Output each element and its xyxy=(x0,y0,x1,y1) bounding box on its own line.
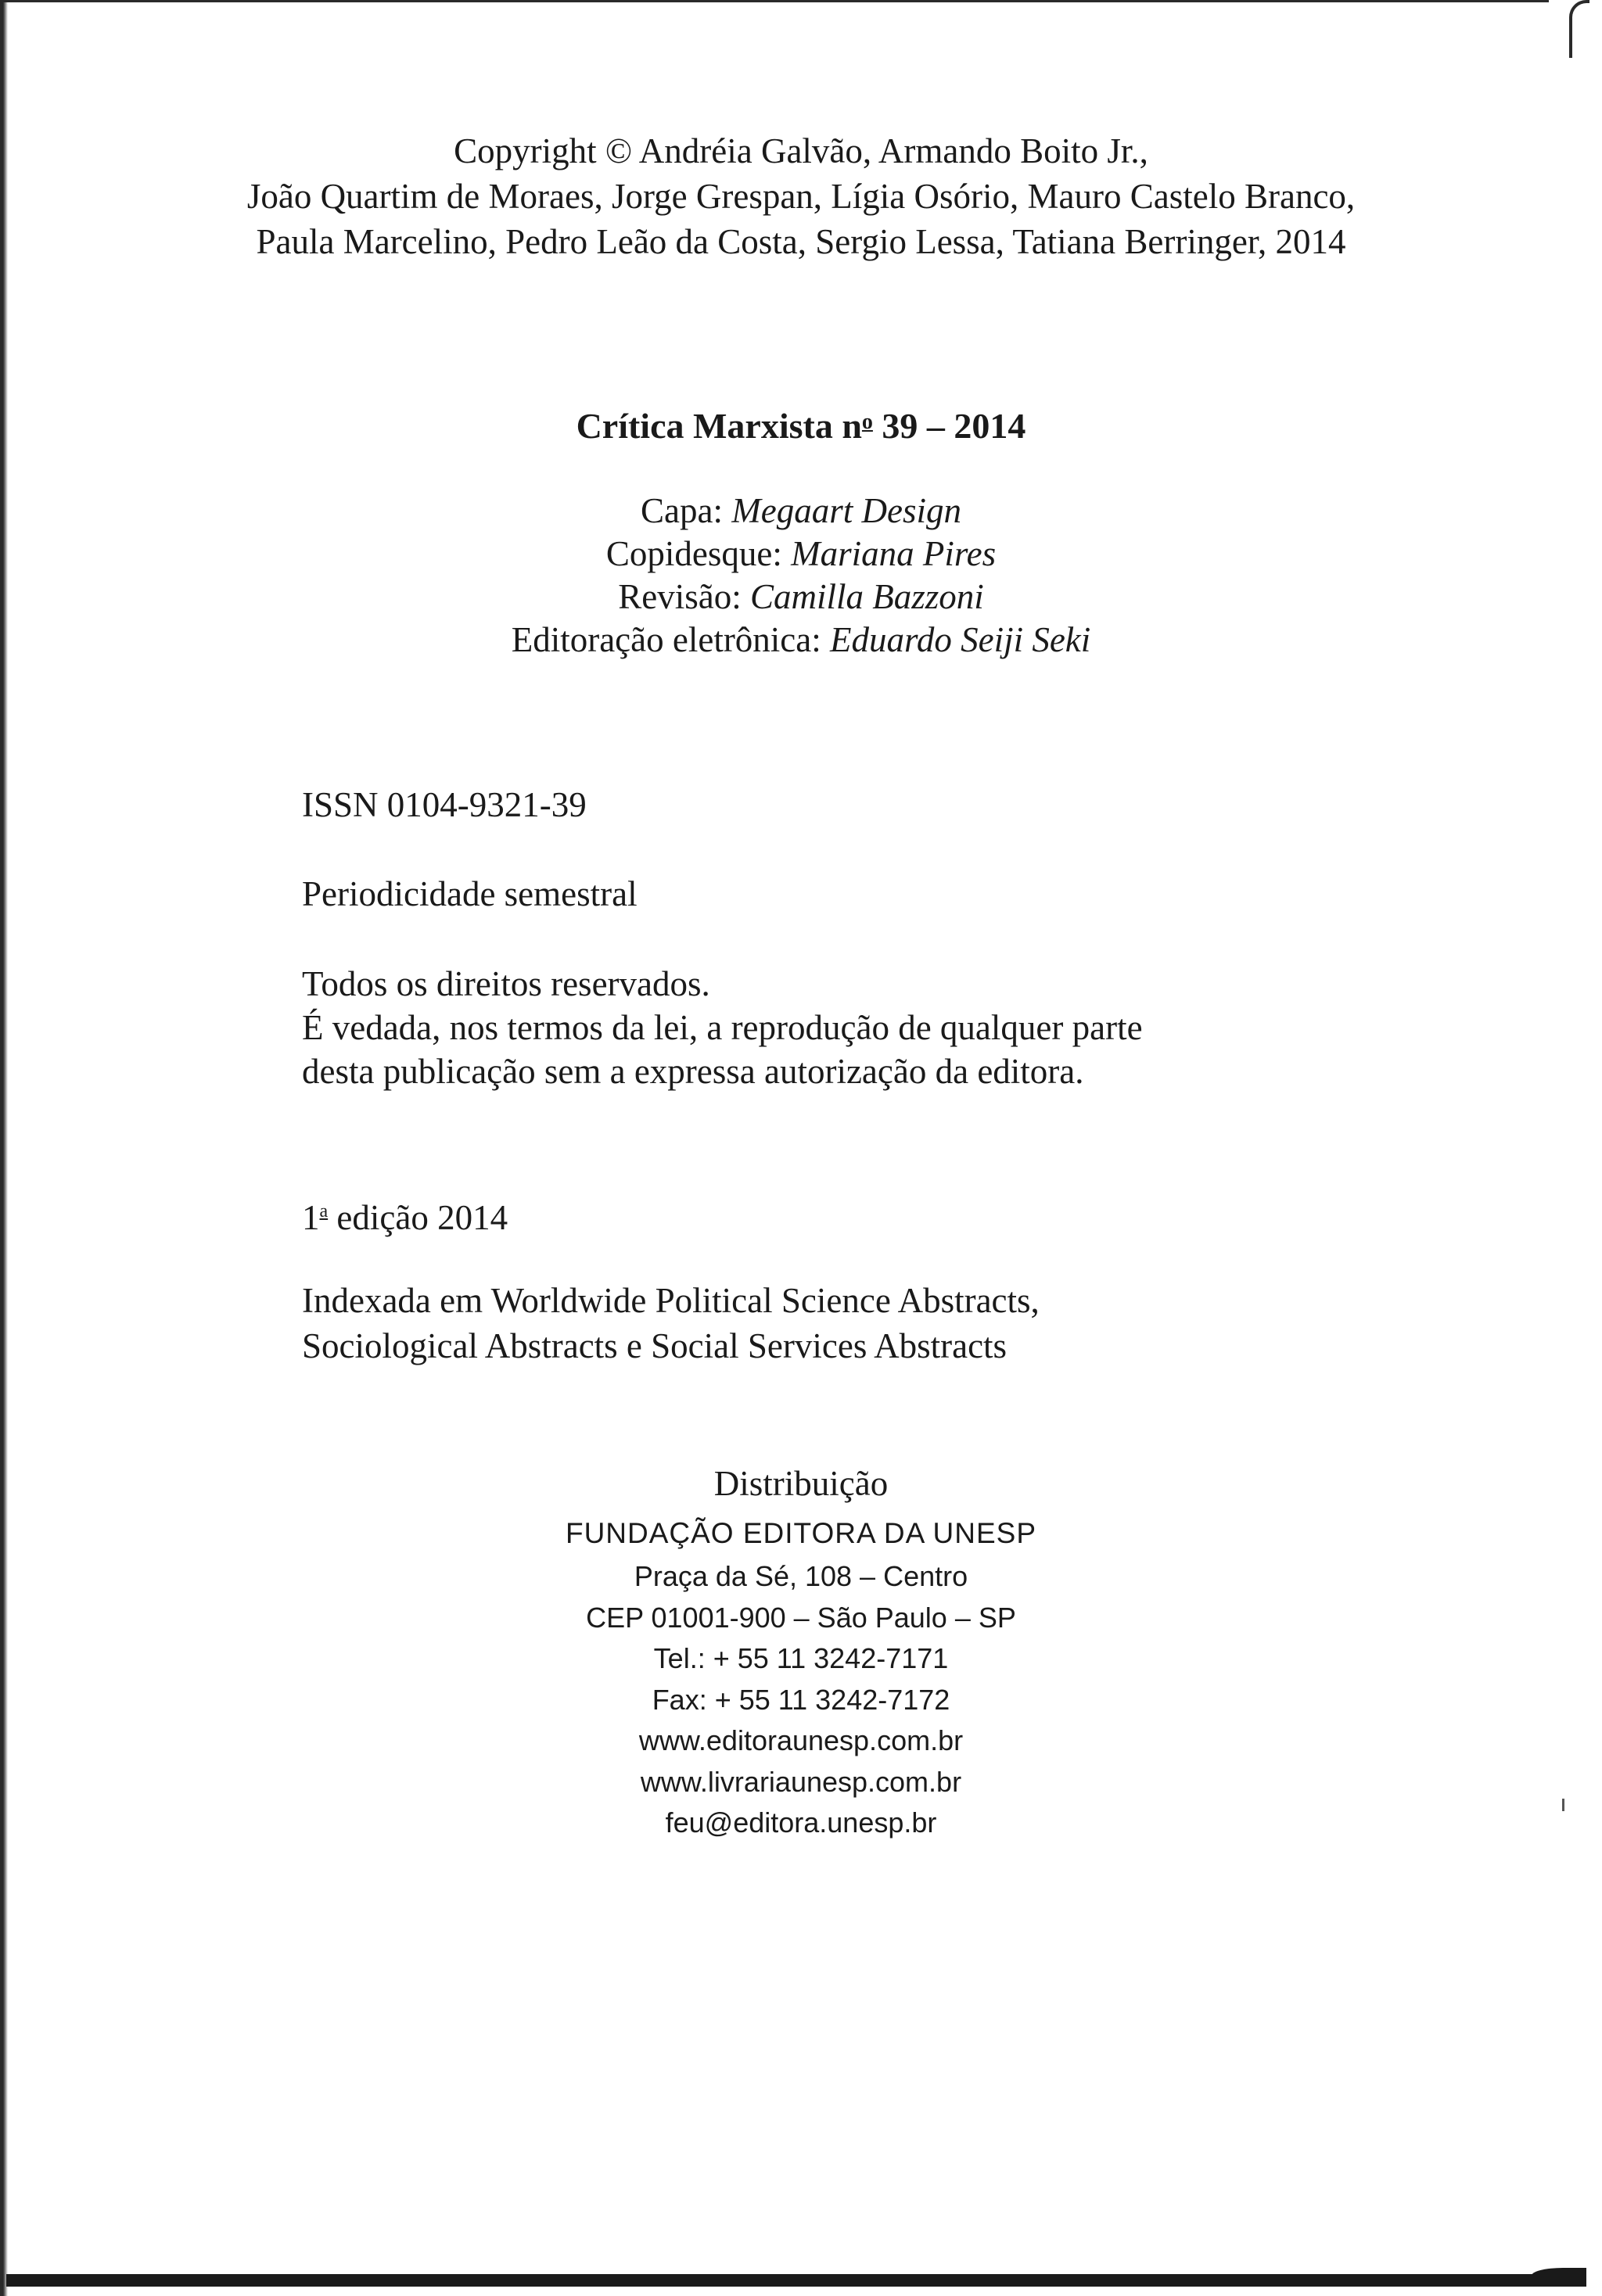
scan-edge-bottom xyxy=(6,2274,1586,2287)
address-website: www.editoraunesp.com.br xyxy=(638,1724,964,1756)
credit-name: Camilla Bazzoni xyxy=(749,577,984,616)
credit-cover xyxy=(0,490,1602,533)
journal-title-suffix: 39 – 2014 xyxy=(872,406,1026,446)
credit-name: Megaart Design xyxy=(731,491,961,530)
publisher-name: FUNDAÇÃO EDITORA DA UNESP xyxy=(565,1517,1037,1549)
credit-typesetting xyxy=(0,619,1602,662)
credit-copyeditor xyxy=(0,533,1602,576)
journal-title xyxy=(0,399,1602,450)
rights-notice xyxy=(302,962,1143,1093)
edition xyxy=(302,1189,508,1240)
credits-list xyxy=(0,490,1602,662)
address-email: feu@editora.unesp.br xyxy=(665,1806,937,1839)
credit-label: Capa: xyxy=(641,491,732,530)
credit-label: Revisão: xyxy=(618,577,750,616)
address-postal: CEP 01001-900 – São Paulo – SP xyxy=(586,1601,1016,1634)
address-street: Praça da Sé, 108 – Centro xyxy=(634,1560,968,1592)
copyright-line: Copyright © Andréia Galvão, Armando Boito Jr., xyxy=(454,131,1148,170)
issn: ISSN 0104-9321-39 xyxy=(302,785,587,824)
indexing-line: Sociological Abstracts e Social Services Abstracts xyxy=(302,1326,1008,1365)
address-bookstore-website: www.livrariaunesp.com.br xyxy=(640,1765,962,1798)
edition-ordinal: a xyxy=(319,1201,329,1222)
scan-edge-bottom-curl xyxy=(1532,2268,1586,2276)
credit-label: Copidesque: xyxy=(605,534,792,573)
copyright-line: João Quartim de Moraes, Jorge Grespan, Lígia Osório, Mauro Castelo Branco, xyxy=(246,177,1356,216)
rights-line: desta publicação sem a expressa autorização da editora. xyxy=(302,1052,1084,1091)
journal-title-prefix: Crítica Marxista n xyxy=(576,406,862,446)
scan-edge-left xyxy=(0,0,8,2296)
periodicity: Periodicidade semestral xyxy=(302,874,638,913)
copyright-notice xyxy=(0,128,1602,264)
scan-corner-mark xyxy=(1569,0,1589,58)
scan-edge-top xyxy=(0,0,1549,2)
credit-name: Mariana Pires xyxy=(791,534,997,573)
edition-number: 1 xyxy=(302,1198,320,1237)
rights-line: Todos os direitos reservados. xyxy=(302,964,710,1003)
publisher-address xyxy=(0,1556,1602,1844)
credit-review xyxy=(0,576,1602,619)
credit-name: Eduardo Seiji Seki xyxy=(830,620,1091,659)
rights-line: É vedada, nos termos da lei, a reprodução de qualquer parte xyxy=(302,1008,1143,1047)
indexing-notice xyxy=(302,1278,1040,1369)
journal-title-ordinal: o xyxy=(861,410,873,434)
address-phone: Tel.: + 55 11 3242-7171 xyxy=(653,1642,949,1674)
edition-text: edição 2014 xyxy=(328,1198,508,1237)
distribution-heading: Distribuição xyxy=(713,1464,889,1503)
indexing-line: Indexada em Worldwide Political Science Abstracts, xyxy=(302,1281,1040,1320)
copyright-line: Paula Marcelino, Pedro Leão da Costa, Sergio Lessa, Tatiana Berringer, 2014 xyxy=(256,222,1346,261)
address-fax: Fax: + 55 11 3242-7172 xyxy=(652,1683,950,1716)
credit-label: Editoração eletrônica: xyxy=(511,620,831,659)
